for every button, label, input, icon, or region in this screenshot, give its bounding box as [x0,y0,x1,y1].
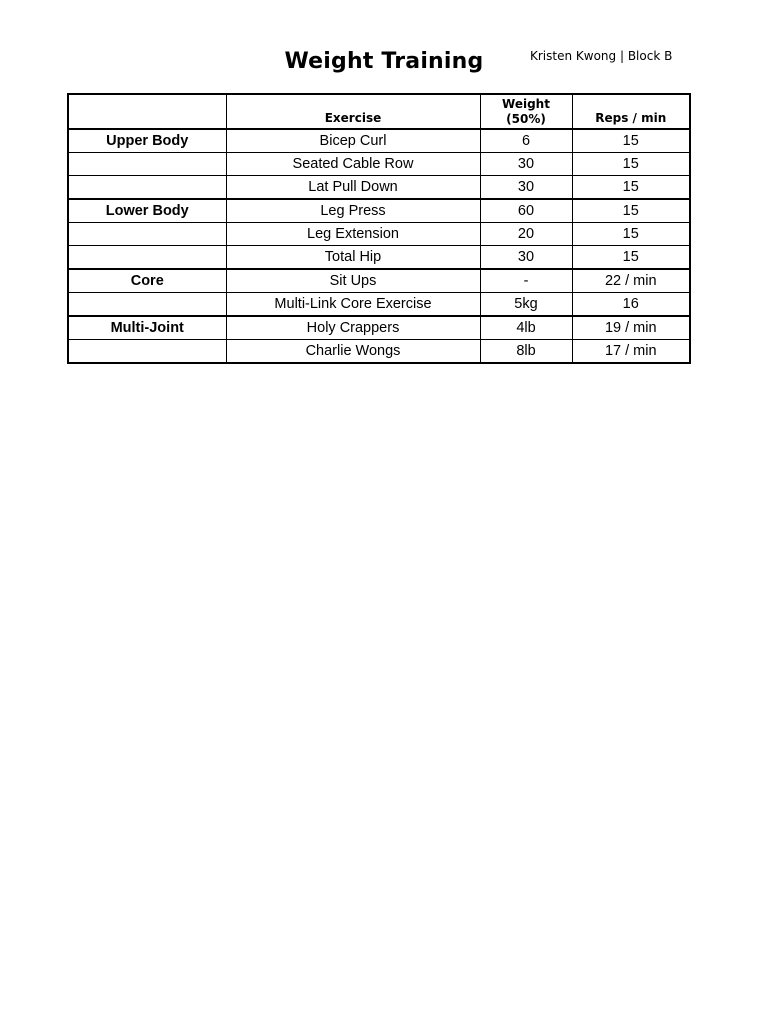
table-row [68,269,690,293]
reps-cell: 15 [572,223,690,246]
exercise-cell: Multi-Link Core Exercise [226,293,480,317]
exercise-cell: Holy Crappers [226,316,480,340]
weight-cell: 60 [480,199,572,223]
reps-cell: 17 / min [572,340,690,364]
reps-cell: 15 [572,176,690,200]
group-cell [68,176,226,200]
weight-cell: 8lb [480,340,572,364]
weight-cell: 30 [480,153,572,176]
group-cell: Core [68,269,226,293]
reps-cell: 15 [572,129,690,153]
reps-cell: 22 / min [572,269,690,293]
reps-cell: 16 [572,293,690,317]
table-row [68,199,690,223]
weight-training-table [67,93,691,364]
group-cell: Multi-Joint [68,316,226,340]
group-cell [68,293,226,317]
group-cell [68,223,226,246]
exercise-cell: Lat Pull Down [226,176,480,200]
exercise-cell: Sit Ups [226,269,480,293]
group-cell: Upper Body [68,129,226,153]
weight-cell: 4lb [480,316,572,340]
author-line: Kristen Kwong | Block B [530,49,673,63]
document-title: Weight Training [284,49,484,74]
reps-cell: 19 / min [572,316,690,340]
group-cell [68,153,226,176]
table-row [68,293,690,317]
weight-cell: 5kg [480,293,572,317]
weight-cell: 30 [480,246,572,270]
reps-cell: 15 [572,153,690,176]
exercise-cell: Bicep Curl [226,129,480,153]
header-group [68,94,226,129]
weight-cell: 20 [480,223,572,246]
header-exercise: Exercise [226,94,480,129]
group-cell [68,340,226,364]
weight-cell: 30 [480,176,572,200]
weight-cell: - [480,269,572,293]
header-reps: Reps / min [572,94,690,129]
table-row [68,153,690,176]
weight-cell: 6 [480,129,572,153]
table-row [68,129,690,153]
table-row [68,176,690,200]
table-row [68,246,690,270]
exercise-cell: Total Hip [226,246,480,270]
exercise-cell: Seated Cable Row [226,153,480,176]
table-row [68,316,690,340]
group-cell: Lower Body [68,199,226,223]
table-row [68,340,690,364]
table-row [68,223,690,246]
exercise-cell: Leg Press [226,199,480,223]
header-weight: Weight (50%) [480,94,572,129]
reps-cell: 15 [572,199,690,223]
group-cell [68,246,226,270]
exercise-cell: Leg Extension [226,223,480,246]
table-header [68,94,690,129]
reps-cell: 15 [572,246,690,270]
table-body [68,129,690,363]
exercise-cell: Charlie Wongs [226,340,480,364]
header-row [68,94,690,129]
